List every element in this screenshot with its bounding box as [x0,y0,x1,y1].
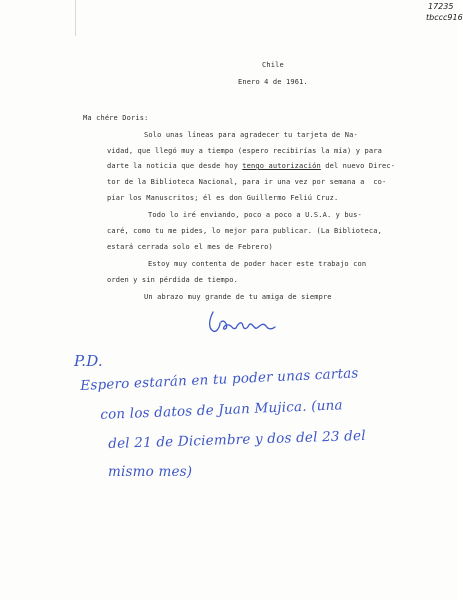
postscript-line-4: mismo mes) [108,464,193,480]
body-line-3a: darte la noticia que desde hoy [107,162,243,170]
place-line: Chile [262,61,284,69]
handwritten-signature [205,308,285,338]
body-line-1: Solo unas líneas para agradecer tu tarjeta de Na- [144,131,358,139]
archive-code-1: 17235 [428,2,454,11]
closing-line: Un abrazo muy grande de tu amiga de siempre [144,293,332,301]
postscript-line-2: con los datos de Juan Mujica. (una [100,397,344,423]
body-line-8: estará cerrada solo el mes de Febrero) [107,243,273,251]
fold-mark [75,0,76,36]
date-line: Enero 4 de 1961. [238,78,308,86]
postscript-line-3: del 21 de Diciembre y dos del 23 del [108,427,366,452]
body-line-7: caré, como tu me pides, lo mejor para publicar. (La Biblioteca, [107,227,382,235]
postscript-label: P.D. [74,352,103,370]
body-line-2: vidad, que llegó muy a tiempo (espero recibirías la mía) y para [107,147,382,155]
body-line-10: orden y sin pérdida de tiempo. [107,276,238,284]
body-line-3 [107,161,395,171]
postscript-line-1: Espero estarán en tu poder unas cartas [80,365,359,394]
body-line-3b: del nuevo Direc- [320,162,396,170]
salutation: Ma chére Doris: [83,114,149,122]
archive-code-2: tbccc916 [426,13,463,22]
body-line-5: piar los Manuscritos; él es don Guillermo Feliú Cruz. [107,194,339,202]
underlined-phrase: tengo autorización [242,162,321,170]
body-line-4: tor de la Biblioteca Nacional, para ir una vez por semana a co- [107,178,387,186]
body-line-6: Todo lo iré enviando, poco a poco a U.S.A. y bus- [148,211,362,219]
body-line-9: Estoy muy contenta de poder hacer este trabajo con [148,260,367,268]
